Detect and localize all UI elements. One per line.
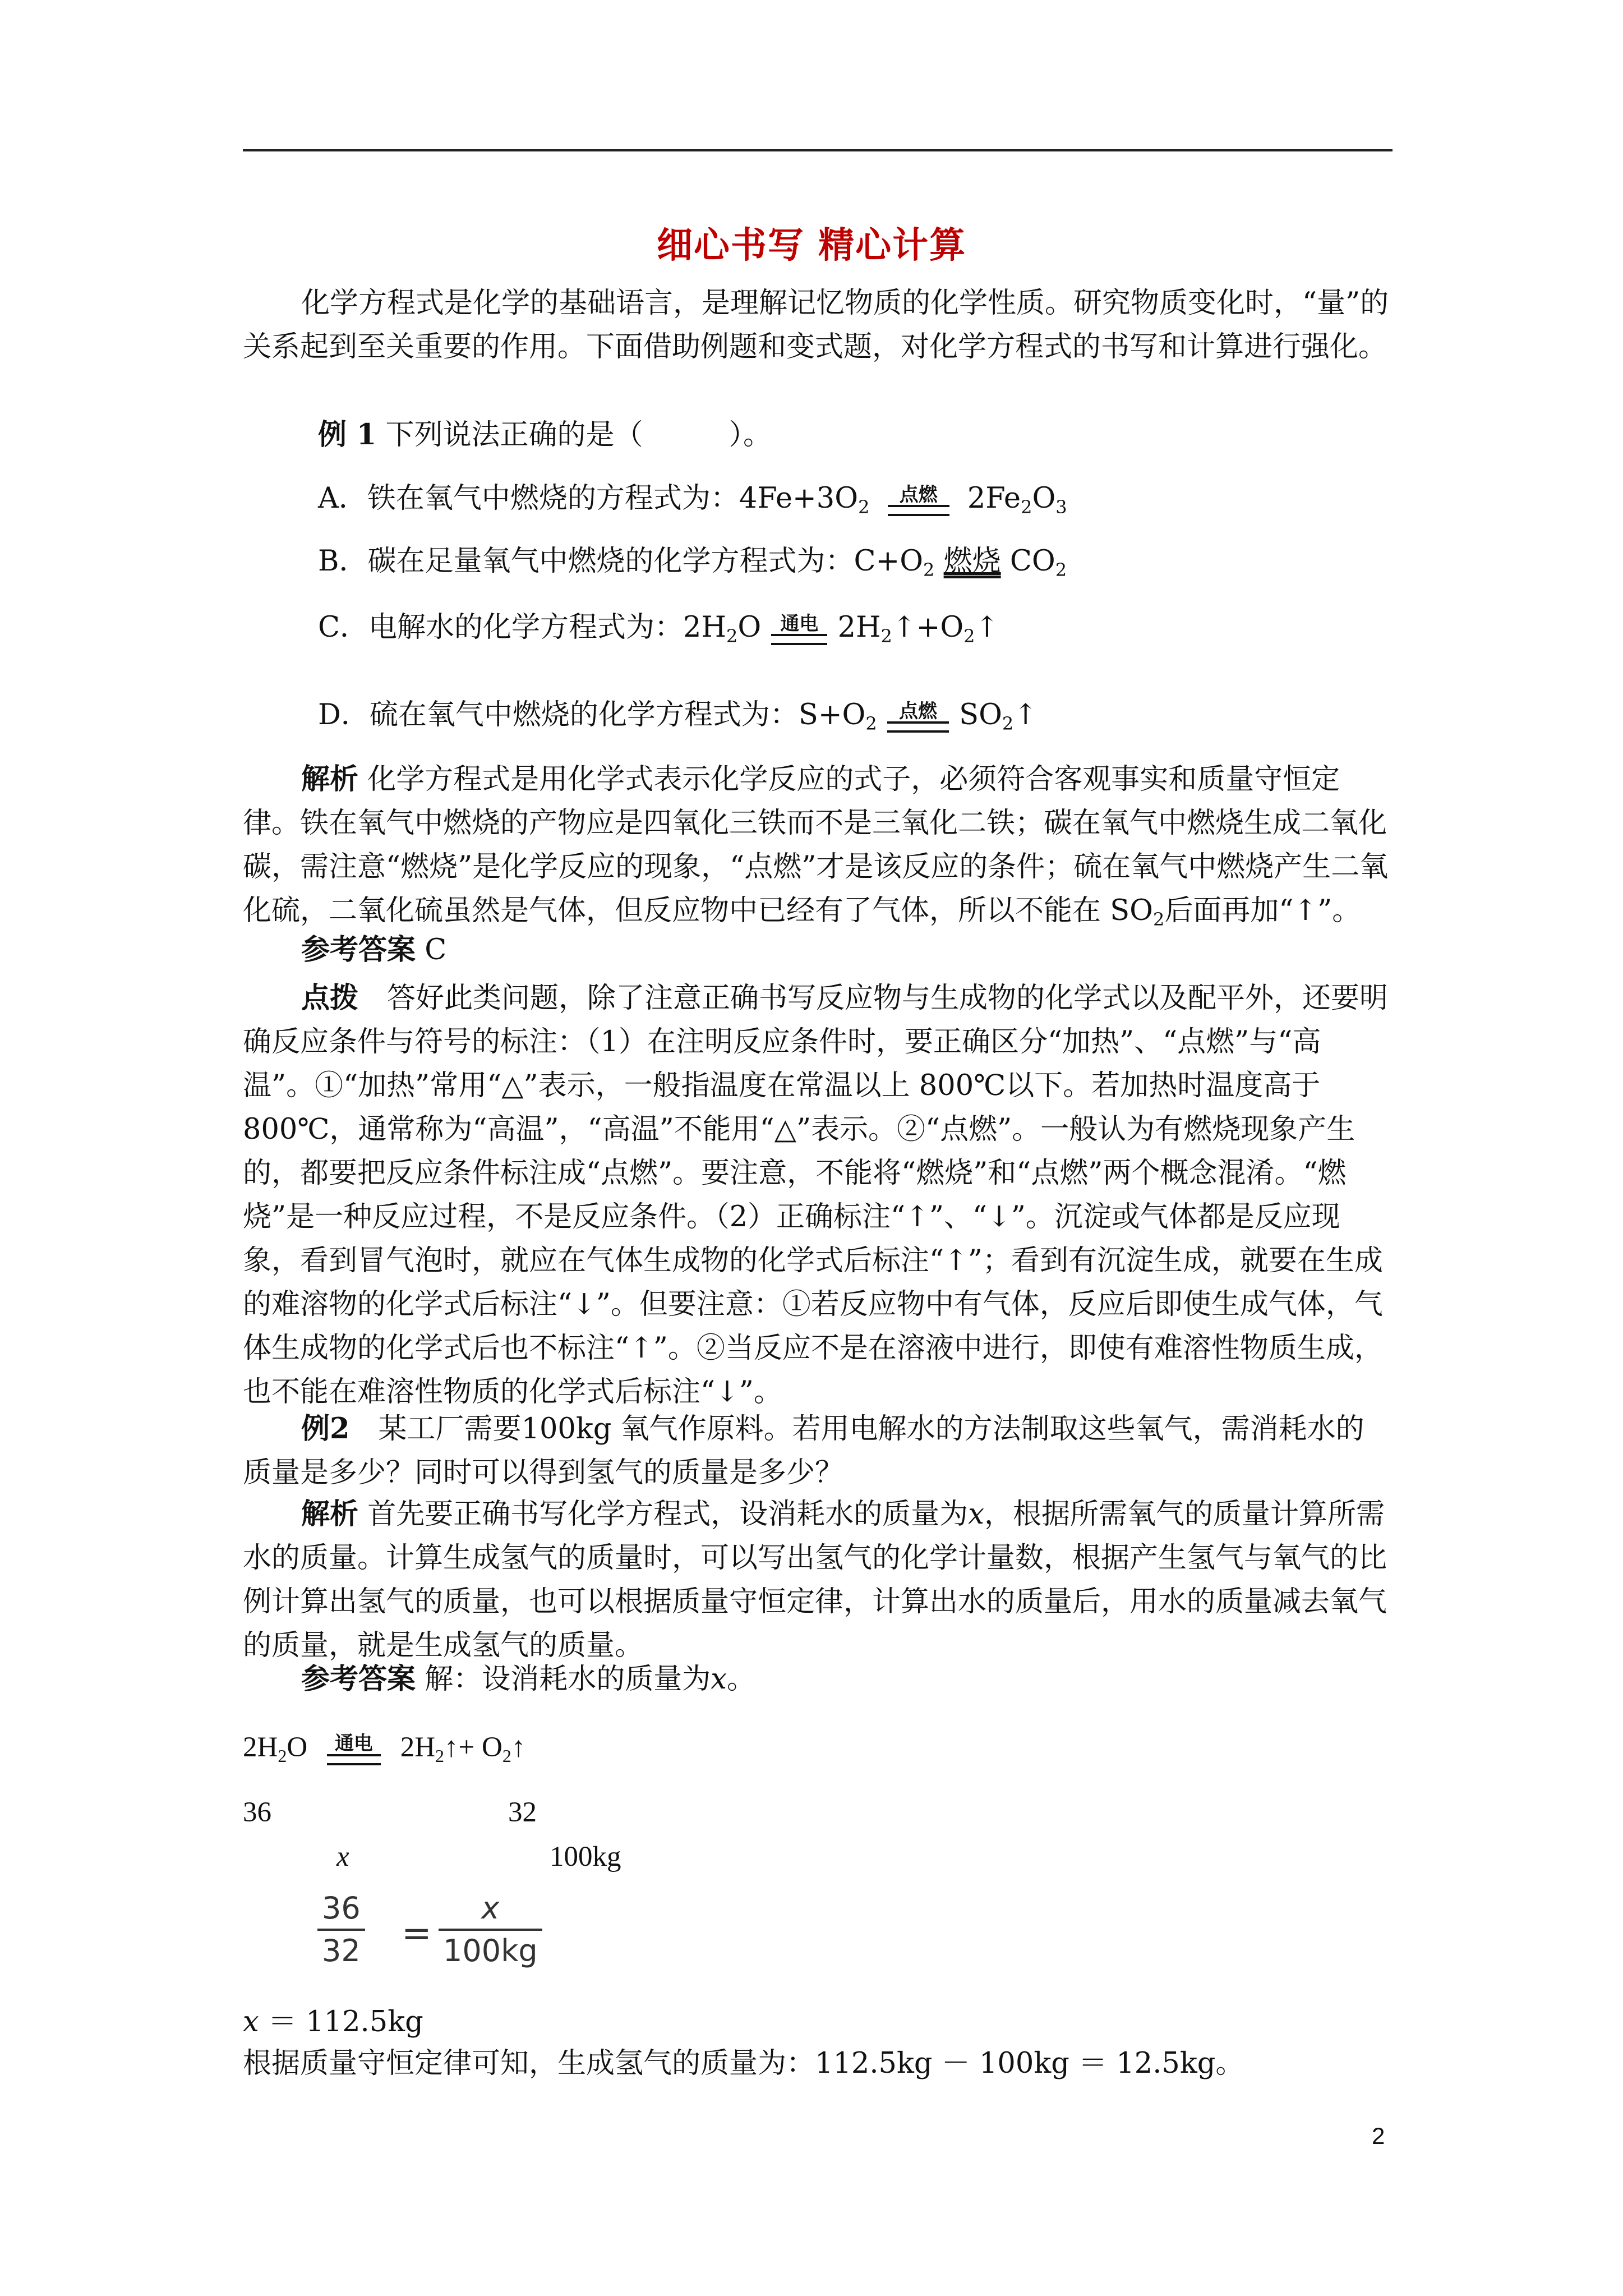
analysis-label: 解析 (301, 762, 359, 796)
example1-question (318, 415, 772, 455)
answer-label: 参考答案 (301, 933, 416, 967)
ratio-right: x 100kg (439, 1888, 542, 1971)
condition-mark: 点燃 (887, 701, 949, 733)
given-mass: 100kg (550, 1841, 621, 1872)
ratio-equals: = (402, 1913, 432, 1954)
tip-label: 点拨 (301, 981, 359, 1015)
ratio-left: 36 32 (317, 1888, 365, 1971)
header-rule (243, 149, 1393, 151)
conclusion-line: 根据质量守恒定律可知，生成氢气的质量为：112.5kg － 100kg ＝ 12.5kg。 (243, 2047, 1244, 2080)
example1-analysis: 解析 化学方程式是用化学式表示化学反应的式子，必须符合客观事实和质量守恒定律。铁在氧气中燃烧的产物应是四氧化三铁而不是三氧化二铁；碳在氧气中燃烧生成二氧化碳，需注意“燃烧”是化学反应的现象，“点燃”才是该反应的条件；硫在氧气中燃烧产生二氧化硫，二氧化硫虽然是气体，但反应物中已经有了气体，所以不能在 $SO_2$后面再加“↑”。 (243, 762, 1389, 930)
example2-analysis: 解析 首先要正确书写化学方程式，设消耗水的质量为x，根据所需氧气的质量计算所需水的质量。计算生成氢气的质量时，可以写出氢气的化学计量数，根据产生氢气与氧气的比例计算出氢气的质量，也可以根据质量守恒定律，计算出水的质量后，用水的质量减去氧气的质量，就是生成氢气的质量。 (243, 1497, 1387, 1662)
example1-label: 例 1 (318, 418, 377, 452)
option-d: D．硫在氧气中燃烧的化学方程式为：$S+O_2$ 点燃 $SO_2↑$ (318, 698, 1038, 734)
condition-mark: 通电 (771, 614, 827, 645)
example2-label: 例2 (301, 1412, 350, 1446)
analysis-label: 解析 (301, 1497, 359, 1531)
answer-label: 参考答案 (301, 1662, 416, 1696)
example1-answer (301, 930, 446, 970)
intro-paragraph: 化学方程式是化学的基础语言，是理解记忆物质的化学性质。研究物质变化时，“量”的关系起到至关重要的作用。下面借助例题和变式题，对化学方程式的书写和计算进行强化。 (243, 287, 1389, 364)
relative-mass-water: 36 (243, 1797, 271, 1828)
relative-mass-oxygen: 32 (508, 1797, 537, 1828)
unknown-x: x (336, 1841, 349, 1872)
condition-mark: 通电 (327, 1734, 381, 1765)
example2-question: 例2 某工厂需要100kg 氧气作原料。若用电解水的方法制取这些氧气，需消耗水的质量是多少？同时可以得到氢气的质量是多少？ (243, 1412, 1364, 1489)
answer-value: C (425, 933, 447, 967)
electrolysis-equation: $2H_2O$ 通电 $2H_2↑+$ $O_2↑$ (243, 1732, 526, 1766)
page-number: 2 (1372, 2123, 1385, 2149)
condition-mark: 点燃 (888, 485, 949, 516)
option-c: C．电解水的化学方程式为：$2H_2O$ 通电 $2H_2↑+O_2↑$ (318, 611, 999, 647)
example1-tip: 点拨 答好此类问题，除了注意正确书写反应物与生成物的化学式以及配平外，还要明确反应条件与符号的标注：（1）在注明反应条件时，要正确区分“加热”、“点燃”与“高温”。①“加热”常用“△”表示，一般指温度在常温以上 800℃以下。若加热时温度高于 800℃，通常称为“高温”，“高温”不能用“△”表示。②“点燃”。一般认为有燃烧现象产生的，都要把反应条件标注成“点燃”。要注意，不能将“燃烧”和“点燃”两个概念混淆。“燃烧”是一种反应过程，不是反应条件。（2）正确标注“↑”、“↓”。沉淀或气体都是反应现象，看到冒气泡时，就应在气体生成物的化学式后标注“↑”；看到有沉淀生成，就要在生成的难溶物的化学式后标注“↓”。但要注意：①若反应物中有气体，反应后即使生成气体，气体生成物的化学式后也不标注“↑”。②当反应不是在溶液中进行，即使有难溶性物质生成，也不能在难溶性物质的化学式后标注“↓”。 (243, 981, 1389, 1409)
condition-text: 燃烧 (943, 545, 1001, 578)
result-line: x ＝ 112.5kg (243, 2005, 423, 2039)
example1-question-text: 下列说法正确的是（ ）。 (385, 418, 772, 452)
page-title: 细心书写 精心计算 (656, 224, 967, 266)
option-b: B．碳在足量氧气中燃烧的化学方程式为：$C+O_2$ 燃烧 $CO_2$ (318, 545, 1067, 581)
example2-answer: 参考答案 解：设消耗水的质量为x。 (301, 1662, 756, 1696)
option-a: A．铁在氧气中燃烧的方程式为：$4Fe+3O_2$ 点燃 $2Fe_2O_3$ (318, 482, 1067, 518)
